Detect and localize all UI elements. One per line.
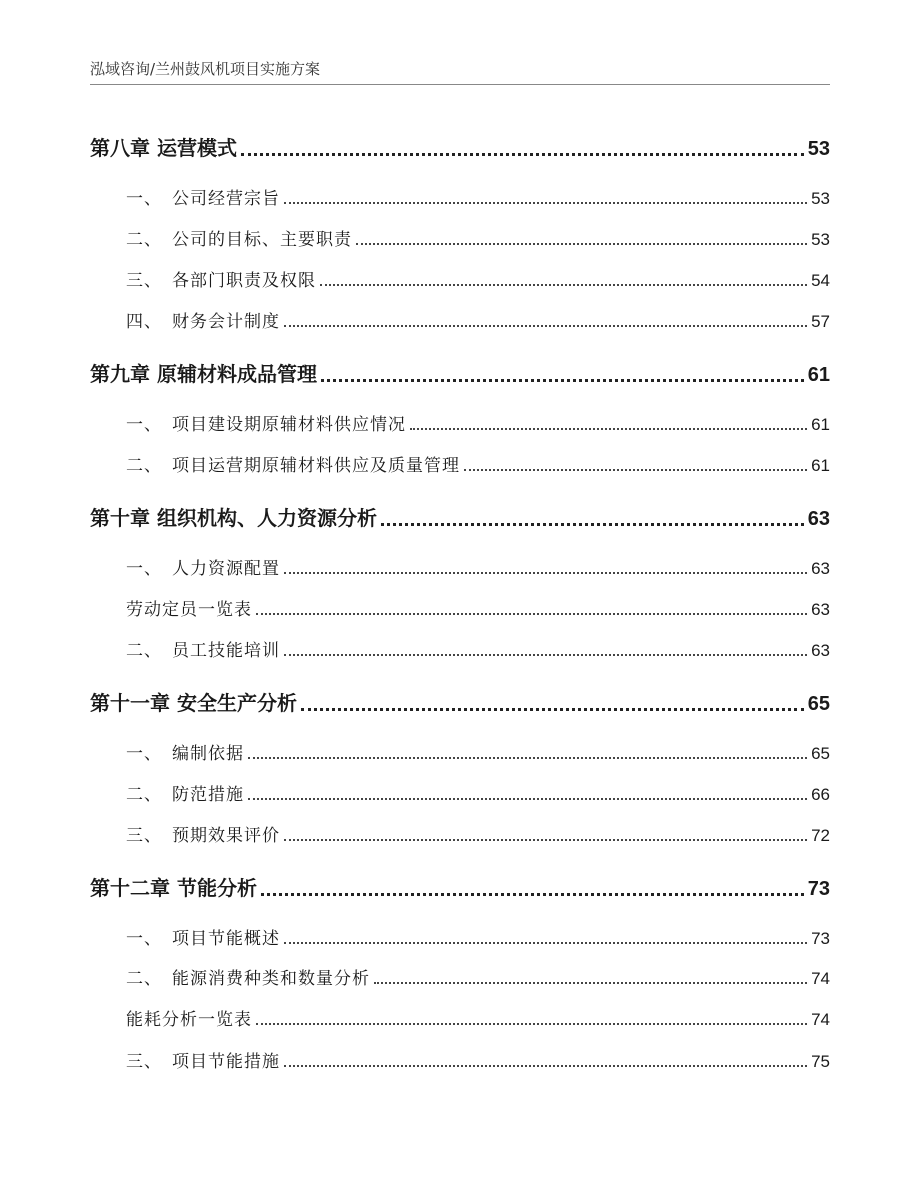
toc-page-number: 63 — [811, 559, 830, 578]
toc-section-entry[interactable] — [90, 266, 830, 291]
toc-dot-leader — [381, 522, 804, 526]
toc-section-entry[interactable] — [90, 554, 830, 579]
toc-section-entry[interactable] — [90, 1005, 830, 1030]
toc-entry-text: 项目节能概述 — [172, 929, 280, 949]
toc-entry-text: 各部门职责及权限 — [172, 271, 316, 291]
toc-section-entry[interactable] — [90, 636, 830, 661]
toc-chapter-entry[interactable] — [90, 687, 830, 716]
toc-section-entry[interactable] — [90, 780, 830, 805]
toc-entry-title — [90, 595, 252, 620]
toc-entry-title — [90, 225, 352, 250]
toc-page-number: 61 — [811, 415, 830, 434]
toc-dot-leader — [284, 324, 807, 327]
toc-page-number: 63 — [811, 641, 830, 660]
toc-entry-text: 项目节能措施 — [172, 1052, 280, 1072]
toc-entry-text: 原辅材料成品管理 — [156, 362, 317, 386]
toc-entry-title — [90, 451, 460, 476]
toc-section-entry[interactable] — [90, 924, 830, 949]
toc-entry-number: 三、 — [126, 826, 162, 846]
toc-entry-text: 运营模式 — [156, 136, 237, 160]
toc-page-number: 57 — [811, 312, 830, 331]
toc-page-number: 63 — [807, 508, 830, 530]
toc-section-entry[interactable] — [90, 307, 830, 332]
toc-entry-title — [90, 780, 244, 805]
toc-entry-number: 二、 — [126, 785, 162, 805]
toc-entry-number: 三、 — [126, 271, 162, 291]
toc-entry-text: 预期效果评价 — [172, 826, 280, 846]
toc-entry-text: 人力资源配置 — [172, 559, 280, 579]
toc-page-number: 53 — [807, 138, 830, 160]
toc-section-entry[interactable] — [90, 595, 830, 620]
toc-entry-title — [90, 266, 316, 291]
toc-entry-number: 第十二章 — [90, 876, 170, 900]
toc-page-number: 61 — [807, 364, 830, 386]
toc-dot-leader — [284, 838, 807, 841]
toc-entry-text: 编制依据 — [172, 744, 244, 764]
toc-entry-number: 一、 — [126, 189, 162, 209]
toc-entry-text: 公司的目标、主要职责 — [172, 230, 352, 250]
toc-chapter-entry[interactable] — [90, 132, 830, 161]
toc-page-number: 61 — [811, 456, 830, 475]
toc-entry-number: 第十一章 — [90, 691, 170, 715]
toc-entry-title — [90, 502, 377, 531]
toc-page-number: 63 — [811, 600, 830, 619]
toc-page-number: 53 — [811, 230, 830, 249]
toc-entry-title — [90, 307, 280, 332]
toc-page-number: 73 — [807, 878, 830, 900]
toc-entry-title — [90, 1047, 280, 1072]
toc-page-number: 75 — [811, 1052, 830, 1071]
toc-entry-text: 员工技能培训 — [172, 641, 280, 661]
toc-entry-title — [90, 964, 370, 989]
toc-entry-title — [90, 636, 280, 661]
toc-dot-leader — [284, 201, 807, 204]
toc-dot-leader — [284, 653, 807, 656]
toc-entry-text: 财务会计制度 — [172, 312, 280, 332]
toc-dot-leader — [248, 756, 807, 759]
toc-dot-leader — [320, 283, 807, 286]
toc-entry-number: 一、 — [126, 929, 162, 949]
toc-entry-text: 组织机构、人力资源分析 — [156, 506, 377, 530]
toc-entry-text: 公司经营宗旨 — [172, 189, 280, 209]
toc-entry-title — [90, 132, 237, 161]
toc-dot-leader — [464, 468, 807, 471]
toc-entry-number: 第八章 — [90, 136, 150, 160]
toc-dot-leader — [301, 707, 804, 711]
toc-page-number: 66 — [811, 785, 830, 804]
toc-entry-text: 节能分析 — [176, 876, 257, 900]
toc-page-number: 74 — [811, 1010, 830, 1029]
toc-dot-leader — [248, 797, 807, 800]
toc-dot-leader — [284, 571, 807, 574]
toc-dot-leader — [284, 941, 807, 944]
toc-chapter-entry[interactable] — [90, 358, 830, 387]
running-header: 泓域咨询/兰州鼓风机项目实施方案 — [90, 60, 321, 78]
toc-entry-number: 二、 — [126, 456, 162, 476]
toc-section-entry[interactable] — [90, 821, 830, 846]
toc-dot-leader — [241, 152, 804, 156]
toc-dot-leader — [256, 612, 807, 615]
toc-dot-leader — [321, 378, 804, 382]
toc-section-entry[interactable] — [90, 1047, 830, 1072]
toc-entry-number: 第九章 — [90, 362, 150, 386]
toc-entry-number: 三、 — [126, 1052, 162, 1072]
toc-page-number: 53 — [811, 189, 830, 208]
toc-entry-text: 项目运营期原辅材料供应及质量管理 — [172, 456, 460, 476]
toc-entry-text: 项目建设期原辅材料供应情况 — [172, 415, 406, 435]
toc-entry-title — [90, 687, 297, 716]
toc-entry-number: 二、 — [126, 230, 162, 250]
toc-entry-number: 一、 — [126, 415, 162, 435]
toc-entry-number: 四、 — [126, 312, 162, 332]
toc-page-number: 72 — [811, 826, 830, 845]
toc-entry-number: 第十章 — [90, 506, 150, 530]
toc-entry-title — [90, 554, 280, 579]
toc-dot-leader — [261, 892, 804, 896]
toc-entry-title — [90, 184, 280, 209]
toc-entry-number: 二、 — [126, 969, 162, 989]
toc-entry-title — [90, 739, 244, 764]
toc-entry-title — [90, 924, 280, 949]
toc-dot-leader — [410, 427, 807, 430]
toc-section-entry[interactable] — [90, 451, 830, 476]
toc-page-number: 54 — [811, 271, 830, 290]
toc-dot-leader — [374, 981, 807, 984]
toc-entry-text: 防范措施 — [172, 785, 244, 805]
toc-entry-title — [90, 410, 406, 435]
toc-section-entry[interactable] — [90, 739, 830, 764]
toc-section-entry[interactable] — [90, 964, 830, 989]
toc-chapter-entry[interactable] — [90, 872, 830, 901]
toc-dot-leader — [284, 1064, 807, 1067]
toc-entry-number: 一、 — [126, 744, 162, 764]
toc-section-entry[interactable] — [90, 225, 830, 250]
toc-entry-title — [90, 872, 257, 901]
toc-page-number: 65 — [811, 744, 830, 763]
toc-chapter-entry[interactable] — [90, 502, 830, 531]
toc-dot-leader — [256, 1022, 807, 1025]
toc-entry-text: 劳动定员一览表 — [126, 600, 252, 620]
toc-entry-number: 一、 — [126, 559, 162, 579]
toc-dot-leader — [356, 242, 807, 245]
toc-section-entry[interactable] — [90, 184, 830, 209]
toc-entry-number: 二、 — [126, 641, 162, 661]
toc-page-number: 74 — [811, 969, 830, 988]
toc-entry-title — [90, 358, 317, 387]
toc-entry-title — [90, 1005, 252, 1030]
toc-page-number: 65 — [807, 693, 830, 715]
toc-entry-title — [90, 821, 280, 846]
toc-entry-text: 能耗分析一览表 — [126, 1010, 252, 1030]
toc-entry-text: 安全生产分析 — [176, 691, 297, 715]
toc-entry-text: 能源消费种类和数量分析 — [172, 969, 370, 989]
toc-section-entry[interactable] — [90, 410, 830, 435]
toc-page-number: 73 — [811, 929, 830, 948]
header-rule — [90, 84, 830, 85]
